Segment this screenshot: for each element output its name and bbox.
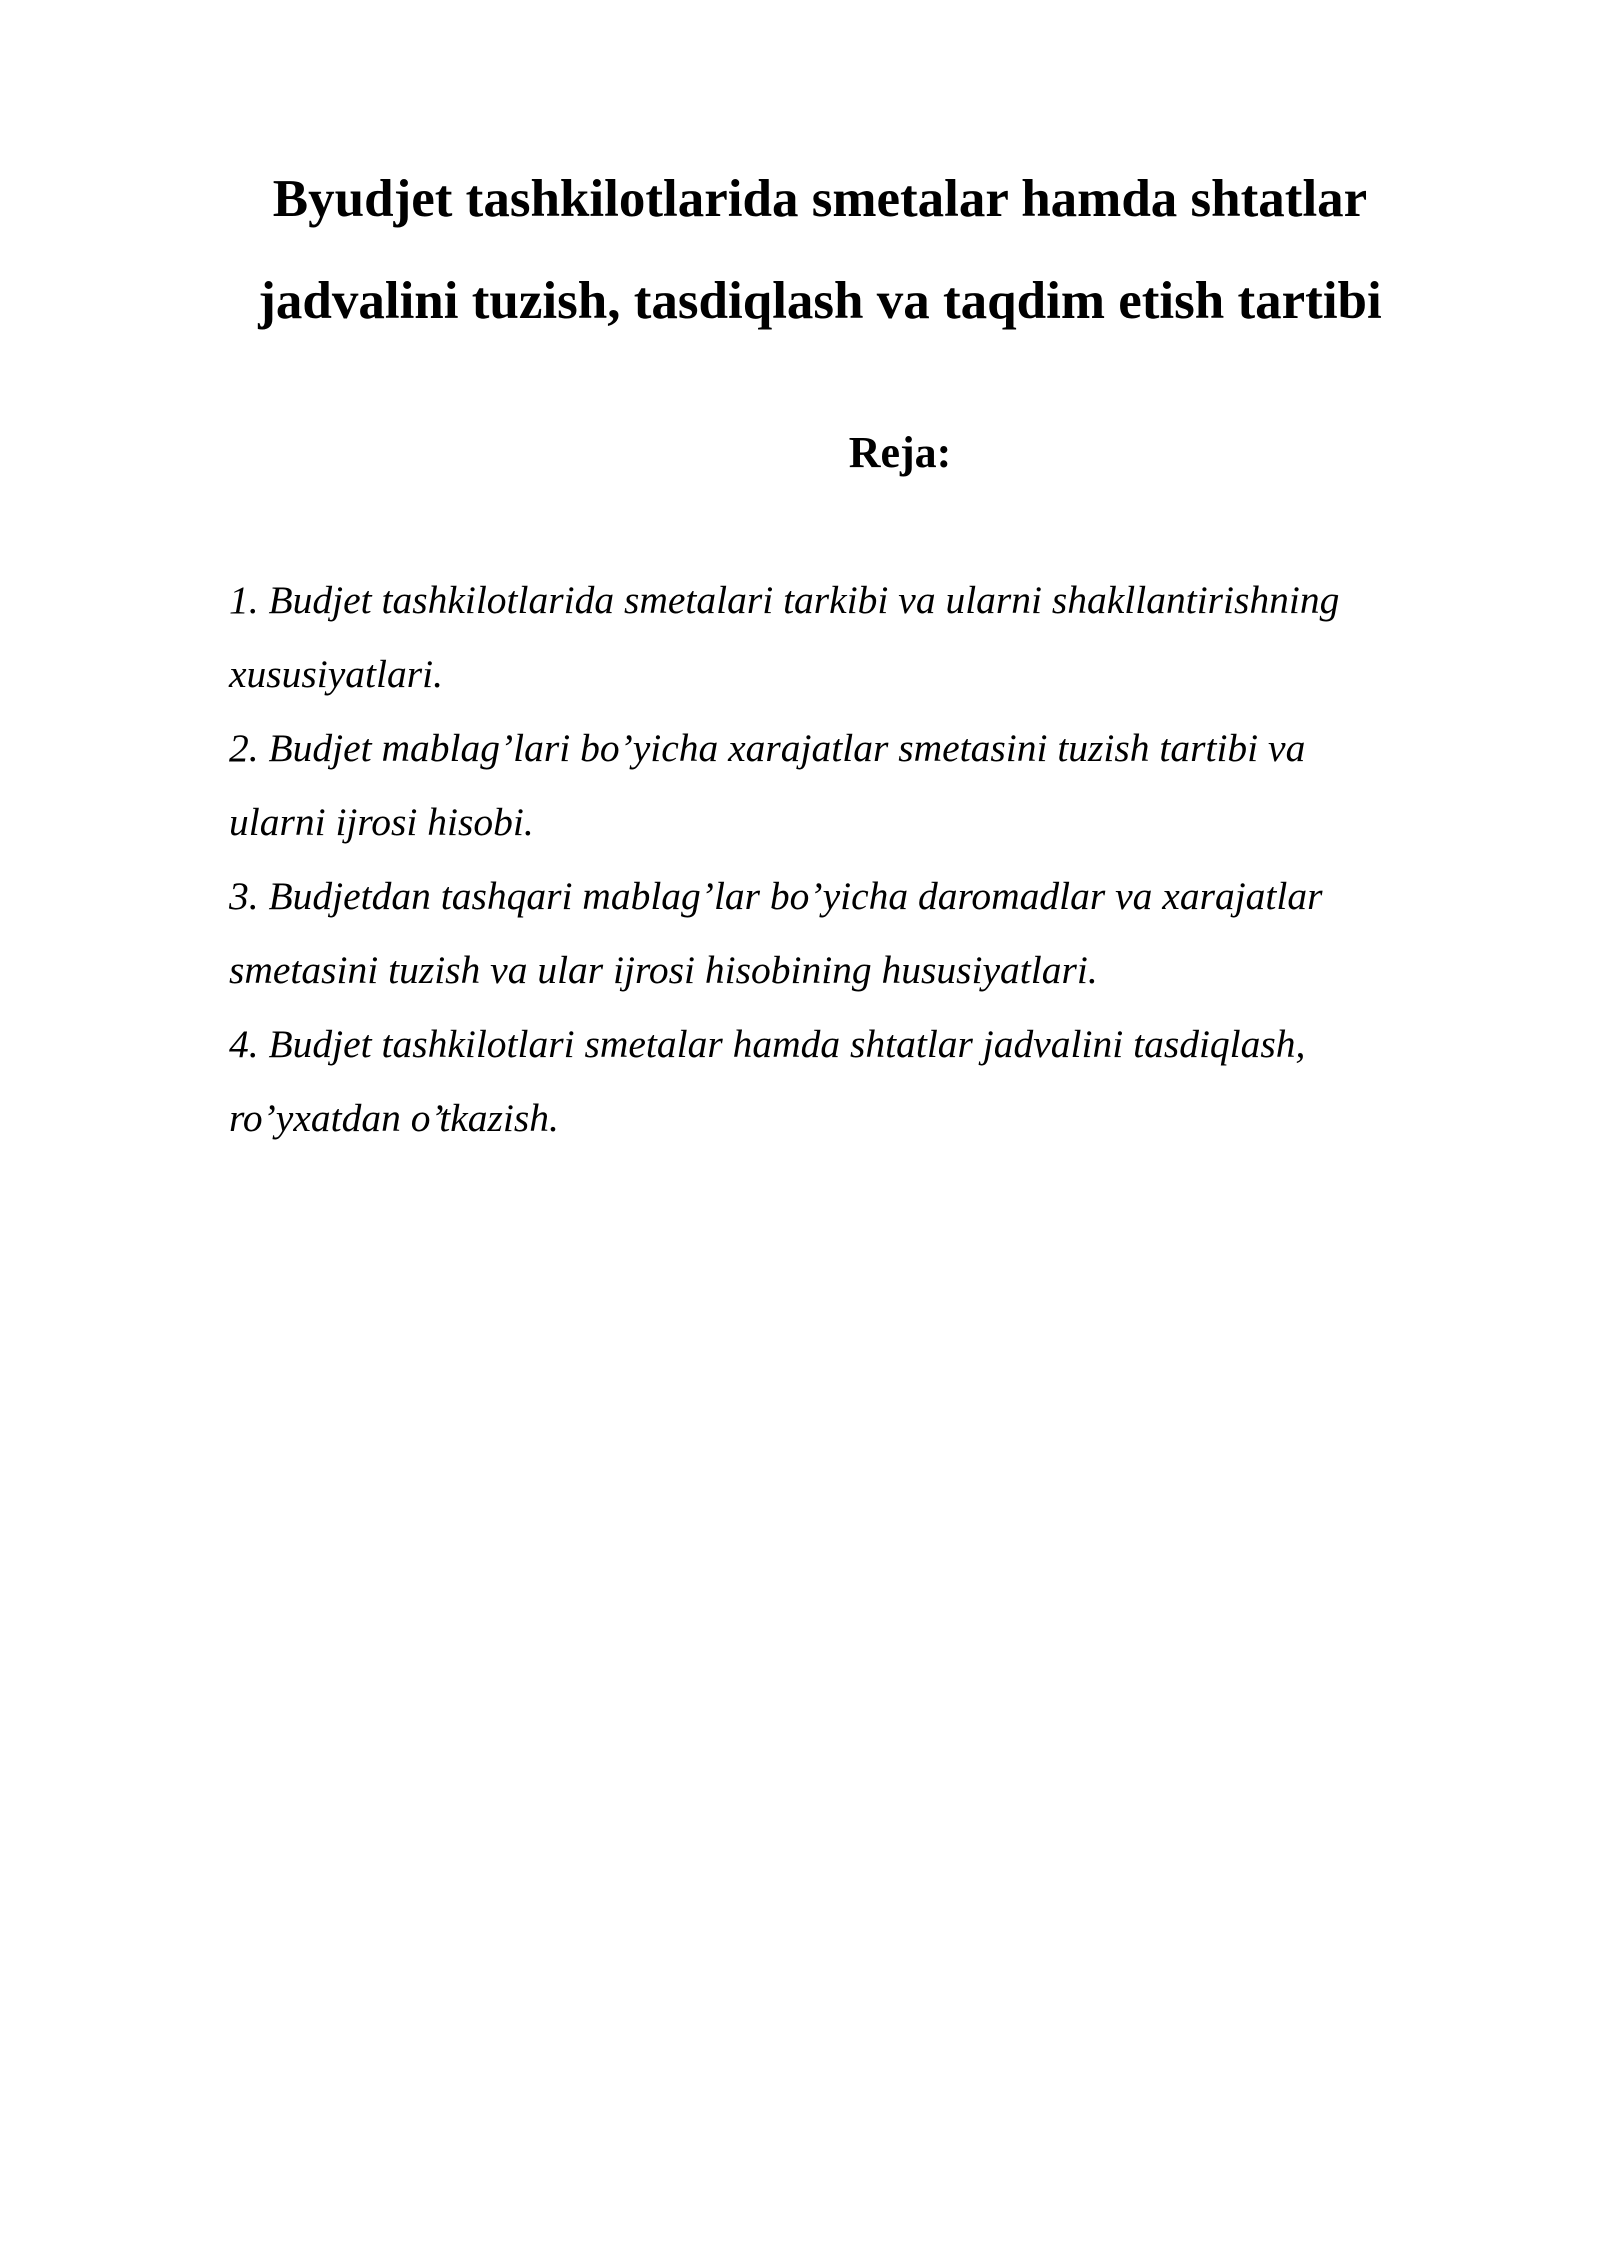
plan-item-3-line-1: 3. Budjetdan tashqari mablag’lar bo’yicha daromadlar va xarajatlar (229, 874, 1323, 918)
plan-item-4-line-2: ro’yxatdan o’tkazish. (229, 1096, 559, 1140)
plan-heading: Reja: (848, 428, 952, 477)
plan-item-4-line-1: 4. Budjet tashkilotlari smetalar hamda shtatlar jadvalini tasdiqlash, (229, 1022, 1306, 1066)
plan-item-4 (229, 1007, 1449, 1155)
plan-item-3 (229, 859, 1449, 1007)
plan-item-2-line-2: ularni ijrosi hisobi. (229, 800, 534, 844)
title-line-1: Byudjet tashkilotlarida smetalar hamda shtatlar (272, 170, 1368, 228)
plan-item-1 (229, 563, 1449, 711)
plan-item-2 (229, 711, 1449, 859)
title-line-2: jadvalini tuzish, tasdiqlash va taqdim etish tartibi (258, 272, 1382, 330)
plan-item-3-line-2: smetasini tuzish va ular ijrosi hisobining hususiyatlari. (229, 948, 1098, 992)
plan-item-2-line-1: 2. Budjet mablag’lari bo’yicha xarajatlar smetasini tuzish tartibi va (229, 726, 1306, 770)
plan-item-1-line-2: xususiyatlari. (229, 652, 443, 696)
plan-list (229, 563, 1449, 1155)
plan-item-1-line-1: 1. Budjet tashkilotlarida smetalari tarkibi va ularni shakllantirishning (229, 578, 1340, 622)
document-title (200, 148, 1440, 352)
